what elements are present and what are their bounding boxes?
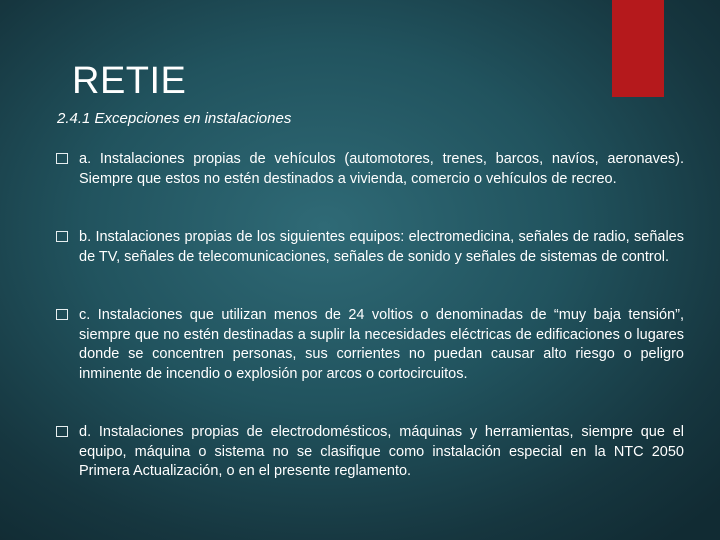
list-item (56, 306, 684, 384)
list-item (56, 150, 684, 189)
list-item (56, 423, 684, 482)
checkbox-square-icon (56, 231, 68, 242)
slide-title: RETIE (72, 60, 187, 102)
list-item-text: b. Instalaciones propias de los siguientes equipos: electromedicina, señales de radio, señales de TV, señales de telecomunicaciones, señales de sonido y señales de sistemas de control. (79, 229, 684, 265)
checkbox-square-icon (56, 309, 68, 320)
section-subtitle: 2.4.1 Excepciones en instalaciones (57, 110, 292, 127)
checkbox-square-icon (56, 426, 68, 437)
list-item-text: d. Instalaciones propias de electrodomésticos, máquinas y herramientas, siempre que el equipo, máquina o sistema no se clasifique como instalación especial en la NTC 2050 Primera Actualización, o en el presente reglamento. (79, 424, 684, 479)
checkbox-square-icon (56, 153, 68, 164)
accent-bar (612, 0, 664, 97)
list-item-text: a. Instalaciones propias de vehículos (automotores, trenes, barcos, navíos, aeronaves). Siempre que estos no estén destinados a vivienda, comercio o vehículos de recreo. (79, 151, 684, 187)
list-item-text: c. Instalaciones que utilizan menos de 24 voltios o denominadas de “muy baja tensión”, siempre que no estén destinadas a suplir la necesidades eléctricas de edificaciones o lugares donde se concentren personas, sus corrientes no puedan causar alto riesgo o peligro inminente de incendio o explosión por arcos o cortocircuitos. (79, 307, 684, 382)
list-item (56, 228, 684, 267)
